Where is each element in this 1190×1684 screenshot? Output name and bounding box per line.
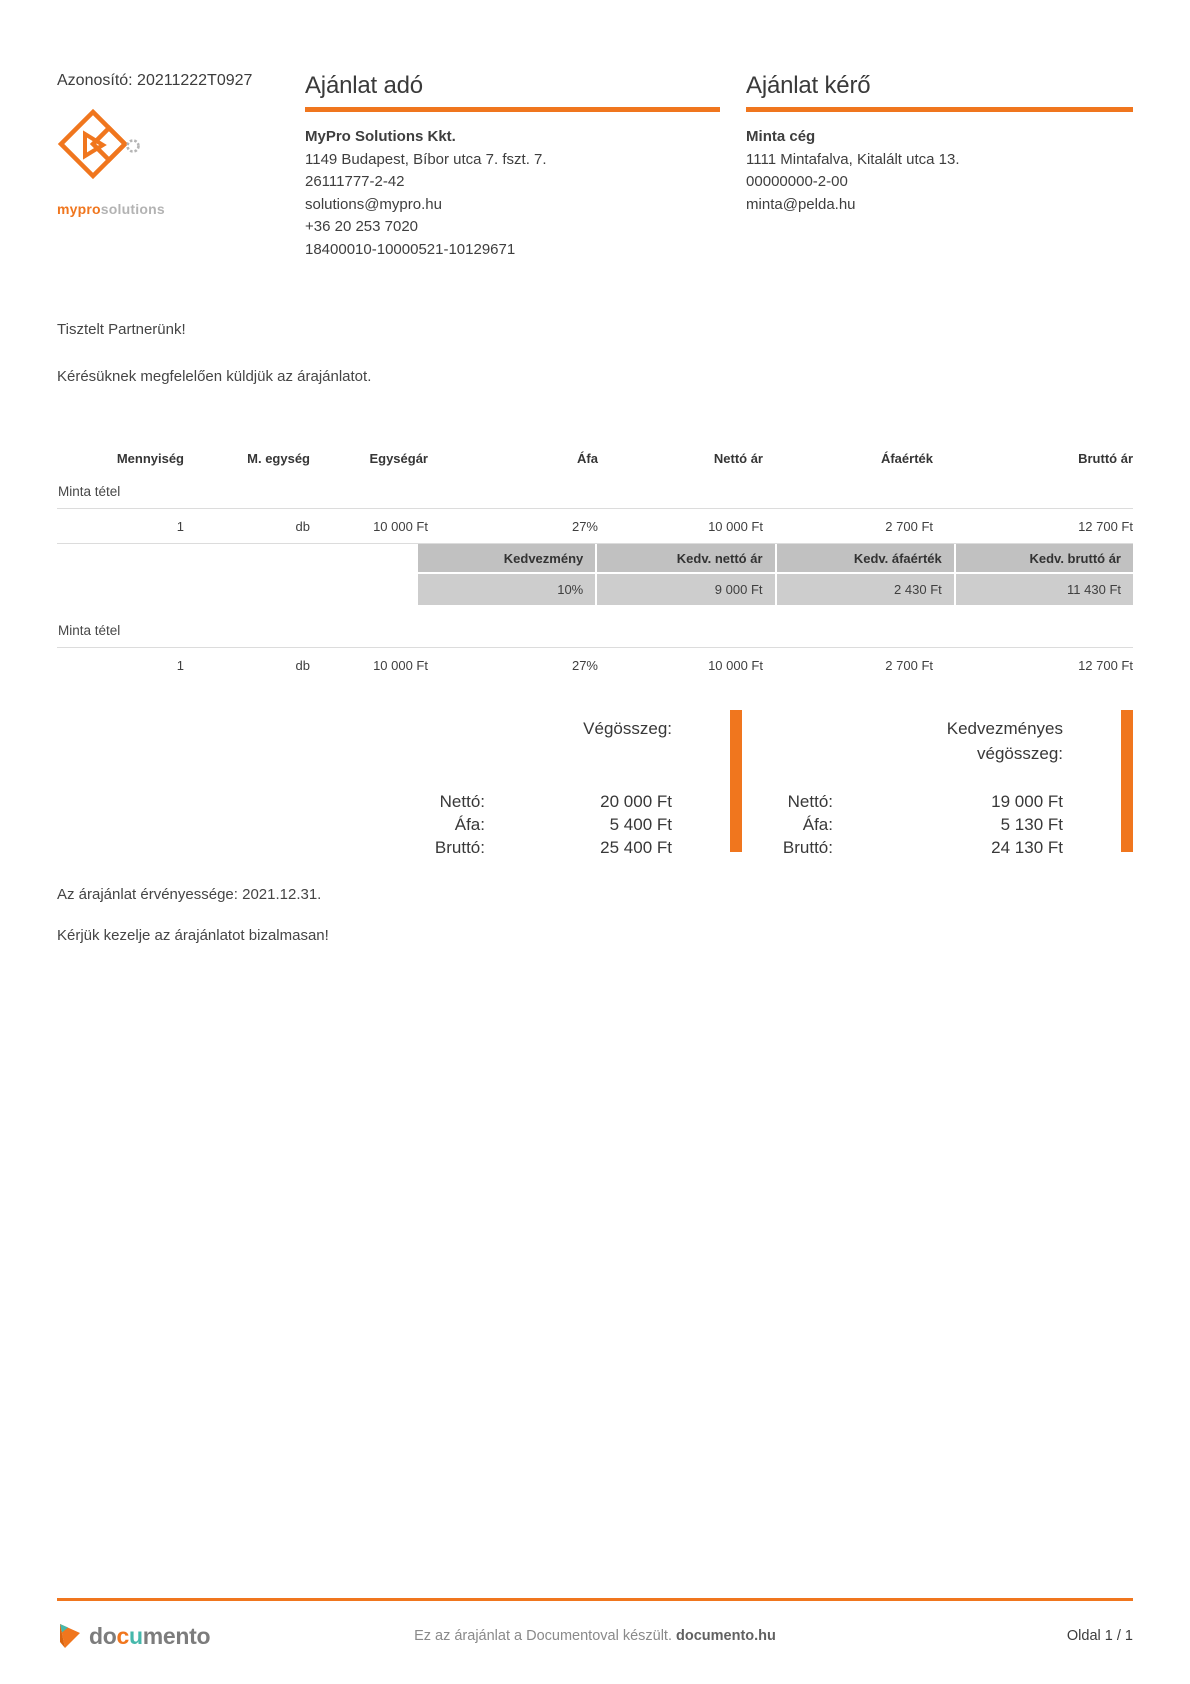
closing-block — [57, 886, 1133, 944]
totals-discounted-accent-bar — [1121, 710, 1133, 852]
validity-line: Az árajánlat érvényessége: 2021.12.31. — [57, 886, 322, 903]
issuer-address-line: 1149 Budapest, Bíbor utca 7. fszt. 7. — [305, 150, 547, 168]
identifier-logo-column — [57, 72, 305, 217]
greeting-block — [57, 321, 1133, 385]
standard-net-label: Nettó: — [439, 792, 485, 811]
requester-tax-number: 00000000-2-00 — [746, 173, 848, 190]
wordmark-part: do — [89, 1622, 117, 1649]
totals-discounted-rows — [57, 790, 1063, 859]
totals-section — [57, 710, 1133, 860]
discount-net-header: Kedv. nettó ár — [597, 544, 774, 572]
issuer-section-title: Ajánlat adó — [305, 72, 423, 99]
mypro-logo-icon — [57, 108, 141, 192]
issuer-bank-account: 18400010-10000521-10129671 — [305, 240, 516, 258]
col-header-gross: Bruttó ár — [1078, 451, 1133, 466]
col-header-unit-price: Egységár — [369, 451, 428, 466]
page-footer — [57, 1598, 1133, 1651]
issuer-accent-rule — [305, 107, 720, 112]
discount-values-row — [418, 574, 1133, 605]
mypro-logo-wordmark — [57, 201, 207, 217]
discount-header-row — [418, 544, 1133, 572]
item-values-row — [57, 509, 1133, 544]
col-header-net: Nettó ár — [713, 451, 763, 466]
discount-vat-header: Kedv. áfaérték — [777, 544, 954, 572]
totals-discounted-title — [57, 716, 1063, 766]
item-gross: 12 700 Ft — [1078, 519, 1133, 534]
issuer-company-name: MyPro Solutions Kkt. — [305, 128, 456, 145]
wordmark-part: u — [129, 1622, 143, 1649]
items-table — [57, 451, 1133, 682]
requester-address-line: 1111 Mintafalva, Kitalált utca 13. — [746, 150, 960, 168]
item-name: Minta tétel — [57, 466, 1133, 509]
mypro-logo — [57, 108, 207, 217]
discounted-net-value: 19 000 Ft — [991, 792, 1063, 811]
discounted-title-line1: Kedvezményes — [946, 719, 1063, 738]
item-vat: 27% — [571, 658, 598, 673]
item-vat-value: 2 700 Ft — [885, 658, 933, 673]
discount-col-header: Kedvezmény — [418, 544, 595, 572]
items-table-header — [57, 451, 1133, 466]
discounted-gross-value: 24 130 Ft — [991, 838, 1063, 857]
discount-gross-header: Kedv. bruttó ár — [956, 544, 1133, 572]
confidentiality-line: Kérjük kezelje az árajánlatot bizalmasan! — [57, 927, 329, 944]
wordmark-part: mento — [142, 1622, 211, 1649]
discount-vat-value: 2 430 Ft — [777, 574, 954, 605]
issuer-phone: +36 20 253 7020 — [305, 218, 419, 235]
requester-section-title: Ajánlat kérő — [746, 72, 871, 99]
discounted-title-line2: végösszeg: — [977, 744, 1063, 763]
requester-email: minta@pelda.hu — [746, 195, 856, 213]
footer-note — [317, 1628, 873, 1644]
requester-section — [746, 72, 1133, 216]
item-block — [57, 466, 1133, 605]
standard-vat-value: 5 400 Ft — [609, 815, 672, 834]
discounted-vat-value: 5 130 Ft — [1000, 815, 1063, 834]
documento-wordmark — [89, 1623, 210, 1650]
item-net: 10 000 Ft — [708, 519, 763, 534]
brand-solutions: solutions — [100, 201, 165, 217]
brand-mypro: mypro — [57, 201, 101, 217]
col-header-vat-value: Áfaérték — [880, 451, 933, 466]
discount-gross-value: 11 430 Ft — [956, 574, 1133, 605]
footer-accent-divider — [57, 1598, 1133, 1601]
item-unit: db — [295, 658, 310, 673]
document-identifier: Azonosító: 20211222T0927 — [57, 72, 253, 89]
item-name: Minta tétel — [57, 605, 1133, 648]
item-values-row — [57, 648, 1133, 682]
discount-subtable — [418, 544, 1133, 605]
issuer-email: solutions@mypro.hu — [305, 195, 442, 213]
standard-gross-value: 25 400 Ft — [600, 838, 672, 857]
item-unit: db — [295, 519, 310, 534]
issuer-section — [305, 72, 720, 261]
item-gross: 12 700 Ft — [1078, 658, 1133, 673]
col-header-unit: M. egység — [247, 451, 310, 466]
requester-accent-rule — [746, 107, 1133, 112]
standard-vat-label: Áfa: — [454, 815, 485, 834]
item-block — [57, 605, 1133, 682]
item-unit-price: 10 000 Ft — [373, 519, 428, 534]
item-vat: 27% — [571, 519, 598, 534]
discounted-vat-label: Áfa: — [802, 815, 833, 834]
document-header — [57, 72, 1133, 261]
item-quantity: 1 — [176, 658, 184, 673]
footer-note-text: Ez az árajánlat a Documentoval készült. — [414, 1628, 672, 1644]
documento-logo — [57, 1621, 317, 1651]
page-number: Oldal 1 / 1 — [1066, 1628, 1133, 1644]
discount-percent: 10% — [418, 574, 595, 605]
requester-company-name: Minta cég — [746, 128, 816, 145]
documento-logo-icon — [57, 1621, 83, 1651]
documento-hu-link[interactable]: documento.hu — [676, 1628, 776, 1644]
greeting-salutation: Tisztelt Partnerünk! — [57, 321, 186, 338]
standard-gross-label: Bruttó: — [434, 838, 485, 857]
wordmark-part: c — [116, 1622, 129, 1649]
item-net: 10 000 Ft — [708, 658, 763, 673]
item-vat-value: 2 700 Ft — [885, 519, 933, 534]
item-unit-price: 10 000 Ft — [373, 658, 428, 673]
totals-standard-title: Végösszeg: — [583, 719, 672, 738]
discounted-gross-label: Bruttó: — [782, 838, 833, 857]
discount-net-value: 9 000 Ft — [597, 574, 774, 605]
issuer-tax-number: 26111777-2-42 — [305, 173, 405, 190]
col-header-vat: Áfa — [577, 451, 598, 466]
item-quantity: 1 — [176, 519, 184, 534]
col-header-quantity: Mennyiség — [116, 451, 184, 466]
standard-net-value: 20 000 Ft — [600, 792, 672, 811]
greeting-intro: Kérésüknek megfelelően küldjük az árajánlatot. — [57, 368, 372, 385]
discounted-net-label: Nettó: — [787, 792, 833, 811]
